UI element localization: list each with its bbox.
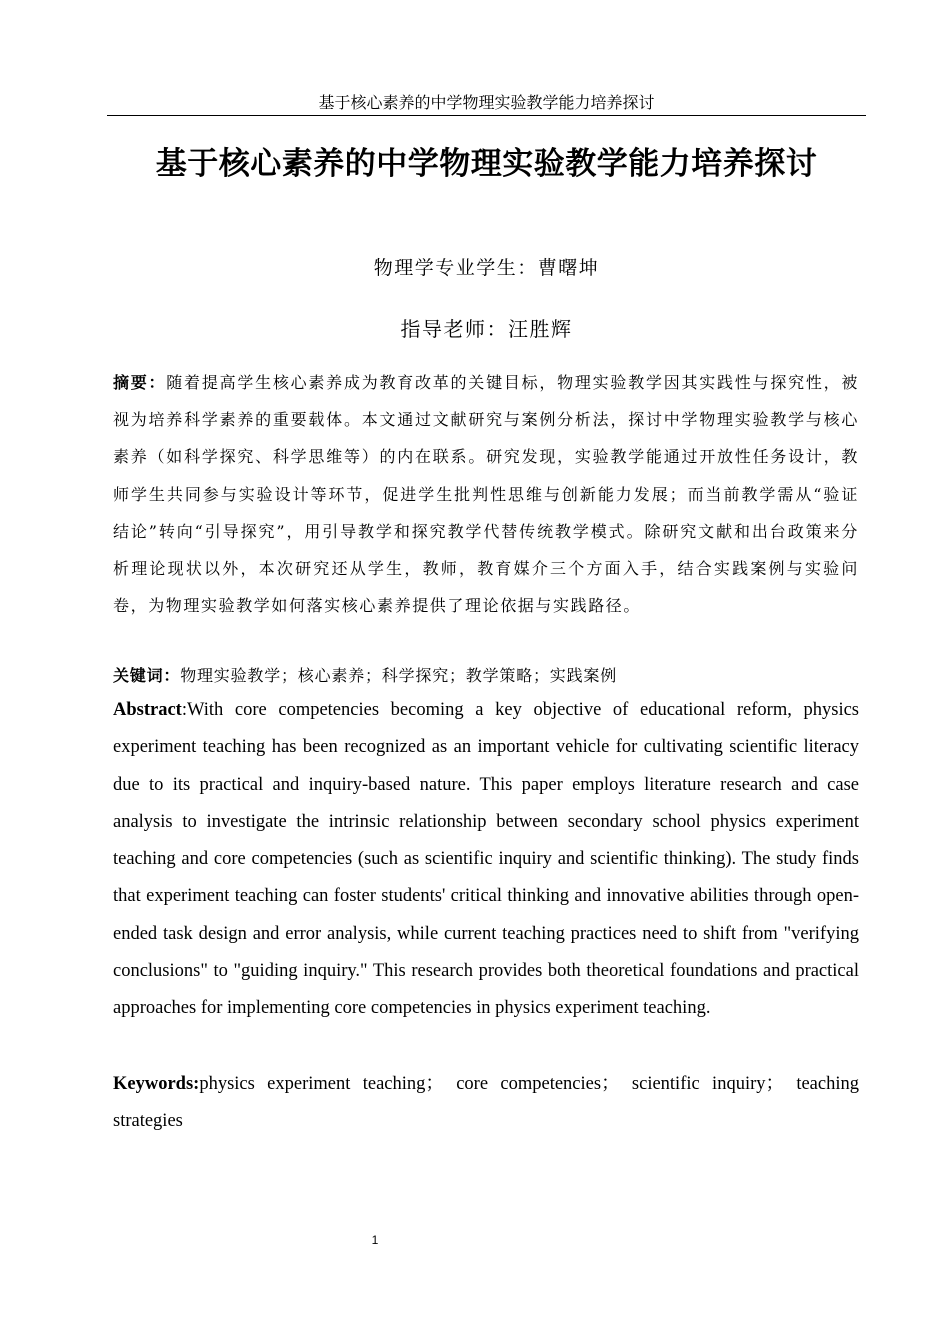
chinese-keywords	[113, 661, 859, 691]
english-keywords-label: Keywords:	[113, 1074, 200, 1094]
chinese-abstract-text: 随着提高学生核心素养成为教育改革的关键目标，物理实验教学因其实践性与探究性，被视为培养科学素养的重要载体。本文通过文献研究与案例分析法，探讨中学物理实验教学与核心素养（如科学探究、科学思维等）的内在联系。研究发现，实验教学能通过开放性任务设计，教师学生共同参与实验设计等环节，促进学生批判性思维与创新能力发展；而当前教学需从“验证结论”转向“引导探究”，用引导教学和探究教学代替传统教学模式。除研究文献和出台政策来分析理论现状以外，本次研究还从学生，教师，教育媒介三个方面入手，结合实践案例与实验问卷，为物理实验教学如何落实核心素养提供了理论依据与实践路径。	[113, 373, 859, 616]
chinese-abstract	[113, 364, 859, 624]
paper-title: 基于核心素养的中学物理实验教学能力培养探讨	[155, 146, 818, 182]
english-abstract	[113, 692, 859, 1028]
chinese-abstract-label: 摘要：	[113, 373, 167, 392]
english-keywords-text: physics experiment teaching； core competencies； scientific inquiry； teaching strategies	[113, 1074, 859, 1132]
chinese-keywords-text: 物理实验教学；核心素养；科学探究；教学策略；实践案例	[180, 666, 618, 685]
chinese-keywords-label: 关键词：	[113, 666, 181, 685]
english-keywords	[113, 1066, 859, 1141]
advisor-line: 指导老师：汪胜辉	[400, 317, 573, 341]
english-abstract-text: :With core competencies becoming a key objective of educational reform, physics experiment teaching has been recognized as an important vehicle for cultivating scientific literacy due to its practical and inquiry-based nature. This paper employs literature research and case analysis to investigate the intrinsic relationship between secondary school physics experiment teaching and core competencies (such as scientific inquiry and scientific thinking). The study finds that experiment teaching can foster students' critical thinking and innovative abilities through open-ended task design and error analysis, while current teaching practices need to shift from "verifying conclusions" to "guiding inquiry." This research provides both theoretical foundations and practical approaches for implementing core competencies in physics experiment teaching.	[113, 700, 859, 1019]
page-number: 1	[371, 1233, 379, 1247]
header-divider	[107, 115, 866, 116]
english-abstract-label: Abstract	[113, 700, 182, 720]
student-author-line: 物理学专业学生：曹曙坤	[373, 257, 600, 279]
running-header: 基于核心素养的中学物理实验教学能力培养探讨	[318, 93, 655, 112]
